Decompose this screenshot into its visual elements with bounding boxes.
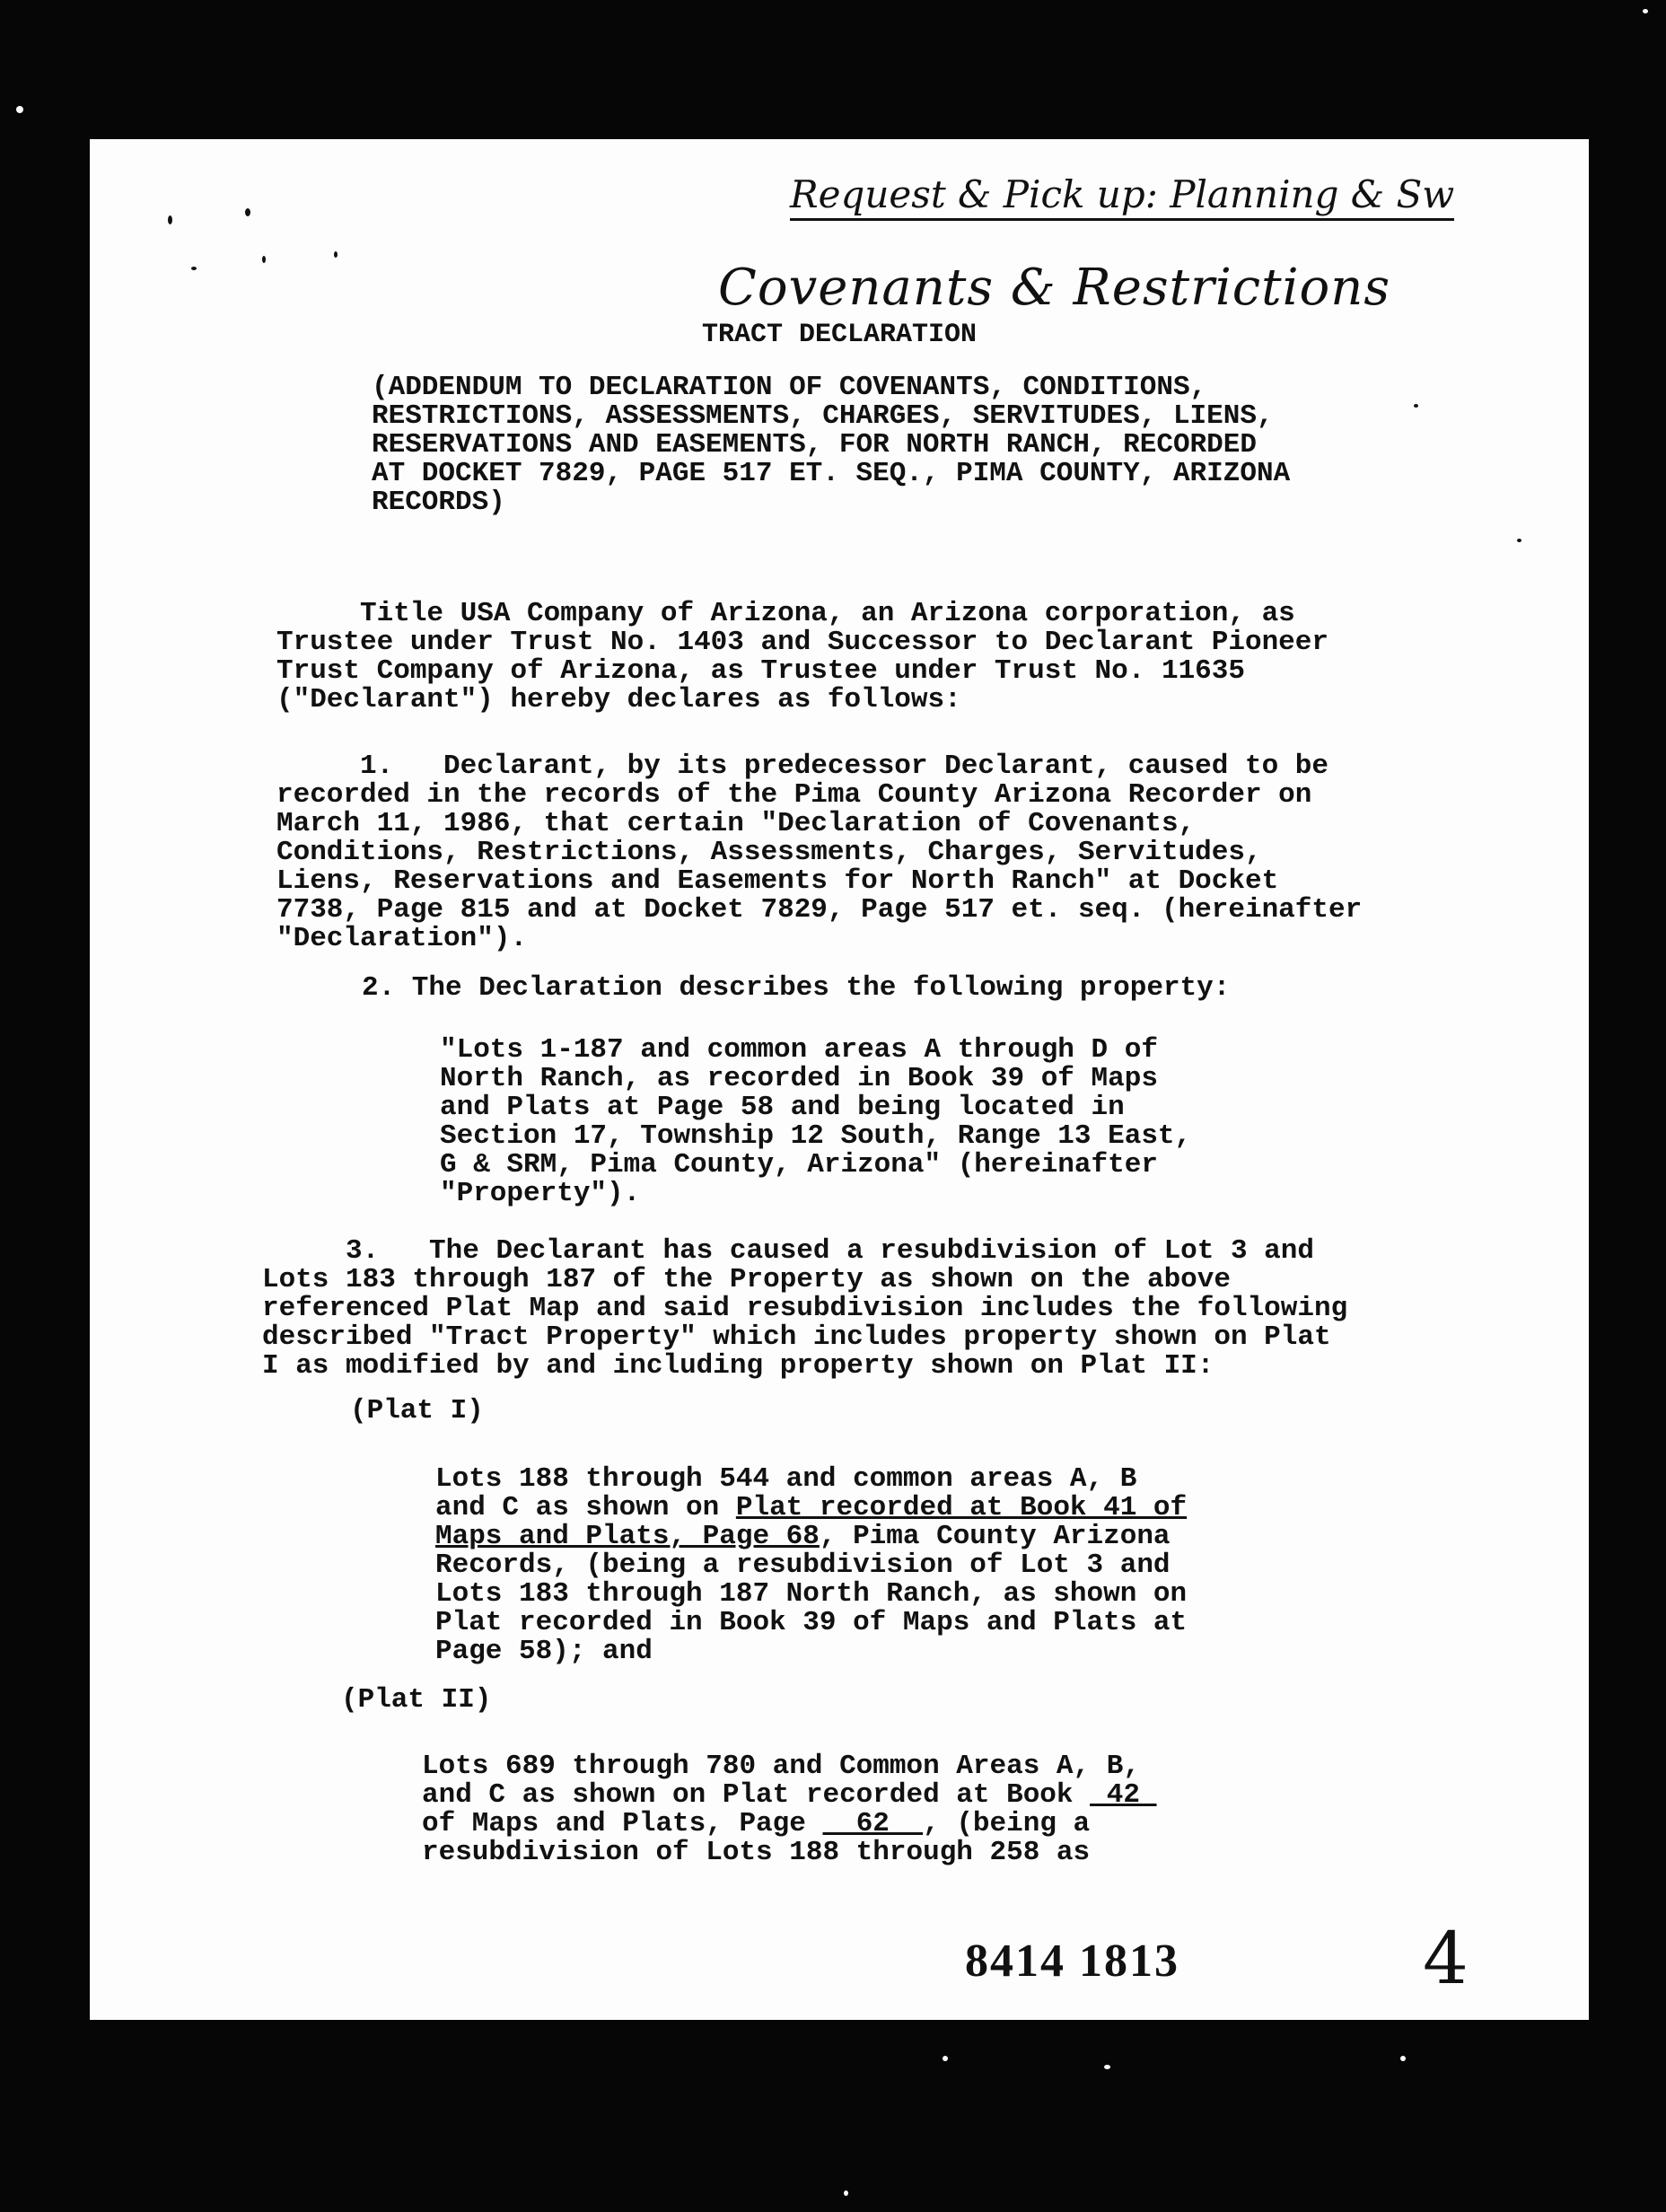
text-run: Records, (being a resubdivision of Lot 3 and xyxy=(435,1549,1171,1581)
text-line: "Property"). xyxy=(440,1178,641,1209)
text-line: Trustee under Trust No. 1403 and Successor to Declarant Pioneer xyxy=(276,627,1328,658)
text-line: RESTRICTIONS, ASSESSMENTS, CHARGES, SERVITUDES, LIENS, xyxy=(372,400,1274,432)
text-run: and C as shown on Plat recorded at Book xyxy=(422,1779,1091,1811)
underlined-text: 62 xyxy=(822,1808,924,1839)
text-line: I as modified by and including property shown on Plat II: xyxy=(262,1350,1214,1382)
stray-mark xyxy=(245,208,250,216)
text-line: 7738, Page 815 and at Docket 7829, Page 517 et. seq. (hereinafter xyxy=(276,894,1363,926)
text-run: Lots 183 through 187 North Ranch, as shown on xyxy=(435,1578,1188,1610)
paragraph-3 xyxy=(262,1235,1393,1388)
text-line: 3. The Declarant has caused a resubdivision of Lot 3 and xyxy=(262,1235,1314,1267)
text-line: described "Tract Property" which includes property shown on Plat xyxy=(262,1321,1331,1353)
underlined-text: Maps and Plats, Page 68 xyxy=(435,1521,820,1552)
text-line xyxy=(435,1607,1187,1638)
text-line xyxy=(422,1751,1140,1782)
text-run: Lots 188 through 544 and common areas A, B xyxy=(435,1463,1137,1495)
handwritten-top-note: Request & Pick up: Planning & Sw xyxy=(790,172,1454,221)
text-line: Trust Company of Arizona, as Trustee under Trust No. 11635 xyxy=(276,655,1245,687)
text-run: and C as shown on xyxy=(435,1492,736,1523)
text-run: Page 58); and xyxy=(435,1636,653,1667)
scan-speck xyxy=(1104,2065,1110,2069)
text-line: AT DOCKET 7829, PAGE 517 ET. SEQ., PIMA COUNTY, ARIZONA xyxy=(372,458,1291,489)
stray-mark xyxy=(334,251,338,258)
text-line: North Ranch, as recorded in Book 39 of Maps xyxy=(440,1063,1158,1094)
text-line: Lots 183 through 187 of the Property as shown on the above xyxy=(262,1264,1231,1295)
text-line xyxy=(422,1808,1090,1839)
text-line: Section 17, Township 12 South, Range 13 East, xyxy=(440,1120,1192,1152)
text-run: Lots 689 through 780 and Common Areas A, B, xyxy=(422,1751,1140,1782)
scan-speck xyxy=(16,106,23,113)
text-line xyxy=(422,1837,1090,1868)
scan-speck xyxy=(1643,9,1648,13)
document-title: TRACT DECLARATION xyxy=(702,320,978,350)
stray-mark xyxy=(1414,404,1418,408)
text-line xyxy=(422,1779,1157,1811)
scan-speck xyxy=(1400,2056,1406,2061)
underlined-text: 42 xyxy=(1090,1779,1157,1811)
intro-paragraph xyxy=(276,598,1407,724)
text-line xyxy=(435,1521,1171,1552)
text-run: Plat recorded in Book 39 of Maps and Plats at xyxy=(435,1607,1188,1638)
text-line: referenced Plat Map and said resubdivision includes the following xyxy=(262,1293,1348,1324)
docket-number: 8414 1813 xyxy=(965,1936,1179,1987)
text-run: , (being a xyxy=(923,1808,1091,1839)
text-run: , Pima County Arizona xyxy=(819,1521,1171,1552)
scan-speck xyxy=(844,2190,848,2196)
text-line xyxy=(435,1463,1136,1495)
handwritten-margin-mark: 4 xyxy=(1423,1917,1469,2000)
stray-mark xyxy=(191,267,197,270)
scan-speck xyxy=(943,2056,948,2061)
text-line: March 11, 1986, that certain "Declaration of Covenants, xyxy=(276,808,1196,839)
text-line: "Lots 1-187 and common areas A through D of xyxy=(440,1034,1158,1066)
text-line: G & SRM, Pima County, Arizona" (hereinafter xyxy=(440,1149,1158,1181)
text-line: ("Declarant") hereby declares as follows: xyxy=(276,684,961,715)
plat-2-label: (Plat II) xyxy=(341,1684,492,1716)
text-line xyxy=(435,1636,653,1667)
text-run: resubdivision of Lots 188 through 258 as xyxy=(422,1837,1091,1868)
text-line: RECORDS) xyxy=(372,487,505,518)
text-line xyxy=(435,1492,1187,1523)
paragraph-2-intro: 2. The Declaration describes the following property: xyxy=(362,972,1231,1004)
text-line: Title USA Company of Arizona, an Arizona corporation, as xyxy=(276,598,1295,629)
text-line: "Declaration"). xyxy=(276,923,528,954)
text-line xyxy=(435,1578,1187,1610)
addendum-block xyxy=(372,372,1323,524)
paragraph-2-quote xyxy=(440,1034,1230,1214)
text-line: Liens, Reservations and Easements for North Ranch" at Docket xyxy=(276,865,1279,897)
text-line: RESERVATIONS AND EASEMENTS, FOR NORTH RANCH, RECORDED xyxy=(372,429,1257,461)
text-run: of Maps and Plats, Page xyxy=(422,1808,823,1839)
plat-2-description xyxy=(422,1751,1212,1876)
text-line: recorded in the records of the Pima County Arizona Recorder on xyxy=(276,779,1312,811)
stray-mark xyxy=(168,215,172,224)
text-line xyxy=(435,1549,1171,1581)
text-line: Conditions, Restrictions, Assessments, Charges, Servitudes, xyxy=(276,837,1262,868)
plat-1-description xyxy=(435,1463,1216,1670)
underlined-text: Plat recorded at Book 41 of xyxy=(735,1492,1188,1523)
text-line: and Plats at Page 58 and being located in xyxy=(440,1092,1125,1123)
text-line: 1. Declarant, by its predecessor Declarant, caused to be xyxy=(276,750,1328,782)
stray-mark xyxy=(262,256,266,263)
stray-mark xyxy=(1517,539,1521,542)
plat-1-label: (Plat I) xyxy=(350,1395,484,1426)
paragraph-1 xyxy=(276,750,1407,957)
handwritten-heading: Covenants & Restrictions xyxy=(718,259,1391,317)
text-line: (ADDENDUM TO DECLARATION OF COVENANTS, CONDITIONS, xyxy=(372,372,1207,403)
